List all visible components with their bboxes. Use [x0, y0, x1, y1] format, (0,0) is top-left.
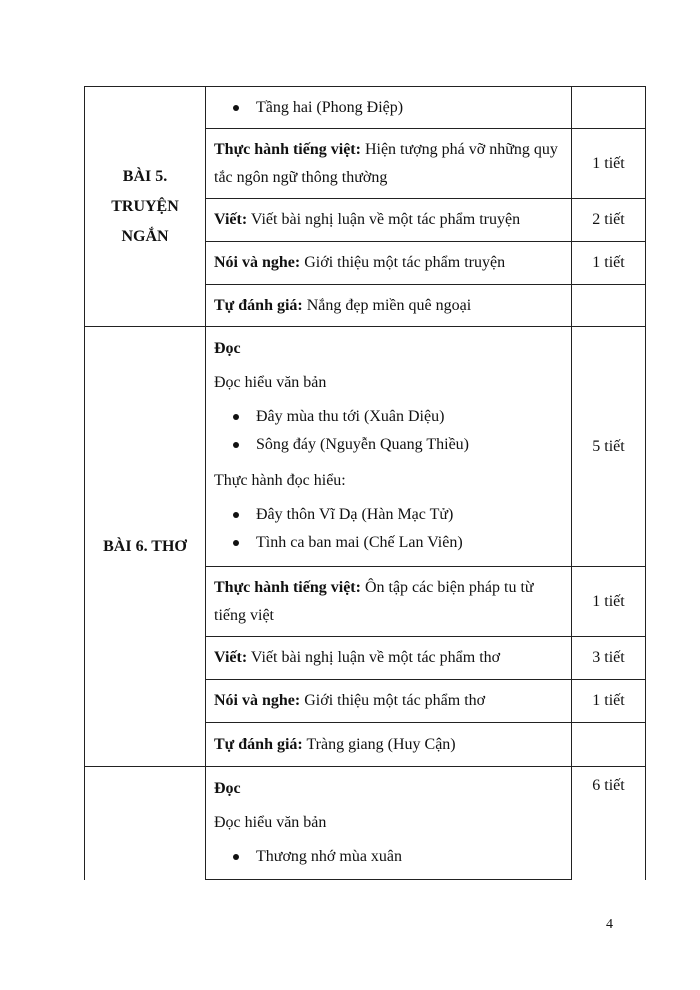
content-cell	[206, 567, 572, 637]
content-cell	[206, 242, 572, 285]
row-text: Hiện tượng phá vỡ những quy tắc ngôn ngữ thông thường	[214, 140, 558, 186]
content-cell	[206, 285, 572, 327]
lesson-title-bai7	[85, 767, 206, 880]
list-item: Đây mùa thu tới (Xuân Diệu)	[214, 403, 565, 431]
row-label: Tự đánh giá:	[214, 296, 303, 314]
duration-cell	[572, 285, 646, 327]
content-cell	[206, 327, 572, 567]
content-cell	[206, 680, 572, 723]
row-text: Tràng giang (Huy Cận)	[302, 735, 456, 753]
duration-cell: 1 tiết	[572, 242, 646, 285]
reading-subheading: Đọc hiểu văn bản	[214, 373, 327, 391]
row-text: Viết bài nghị luận về một tác phẩm thơ	[247, 649, 501, 666]
row-text: Ôn tập các biện pháp tu từ tiếng việt	[214, 578, 534, 624]
row-label: Viết:	[214, 649, 248, 666]
row-label: Nói và nghe:	[214, 692, 301, 709]
duration-cell: 6 tiết	[572, 767, 646, 880]
duration-cell: 1 tiết	[572, 680, 646, 723]
content-cell	[206, 637, 572, 680]
content-cell	[206, 723, 572, 767]
list-item: Tình ca ban mai (Chế Lan Viên)	[214, 529, 565, 557]
content-cell	[206, 767, 572, 880]
row-text: Nắng đẹp miền quê ngoại	[302, 296, 472, 314]
table-row	[85, 87, 646, 129]
list-item: Thương nhớ mùa xuân	[214, 843, 565, 871]
duration-cell: 1 tiết	[572, 567, 646, 637]
duration-cell	[572, 723, 646, 767]
content-cell	[206, 87, 572, 129]
list-item: Sông đáy (Nguyễn Quang Thiều)	[214, 431, 565, 459]
row-label: Thực hành tiếng việt:	[214, 140, 361, 158]
row-label: Nói và nghe:	[214, 254, 301, 271]
row-label: Thực hành tiếng việt:	[214, 578, 361, 596]
row-text: Viết bài nghị luận về một tác phẩm truyện	[247, 211, 521, 228]
lesson-title-bai6: BÀI 6. THƠ	[85, 327, 206, 767]
reading-heading: Đọc	[214, 339, 241, 357]
reading-heading: Đọc	[214, 780, 241, 797]
row-label: Viết:	[214, 211, 248, 228]
table-row	[85, 327, 646, 567]
lesson-title-bai5: BÀI 5. TRUYỆN NGẮN	[85, 87, 206, 327]
duration-cell: 1 tiết	[572, 129, 646, 199]
lesson-plan-table	[84, 86, 646, 880]
list-item: Đây thôn Vĩ Dạ (Hàn Mạc Tử)	[214, 501, 565, 529]
duration-cell: 2 tiết	[572, 199, 646, 242]
duration-cell	[572, 87, 646, 129]
page-number: 4	[606, 917, 613, 932]
content-cell	[206, 199, 572, 242]
table-row	[85, 767, 646, 880]
reading-subheading: Đọc hiểu văn bản	[214, 814, 327, 831]
practice-heading: Thực hành đọc hiểu:	[214, 471, 346, 489]
row-label: Tự đánh giá:	[214, 735, 303, 753]
list-item: Tầng hai (Phong Điệp)	[214, 94, 565, 122]
duration-cell: 3 tiết	[572, 637, 646, 680]
row-text: Giới thiệu một tác phẩm truyện	[300, 254, 506, 271]
content-cell	[206, 129, 572, 199]
duration-cell: 5 tiết	[572, 327, 646, 567]
row-text: Giới thiệu một tác phẩm thơ	[300, 692, 486, 709]
